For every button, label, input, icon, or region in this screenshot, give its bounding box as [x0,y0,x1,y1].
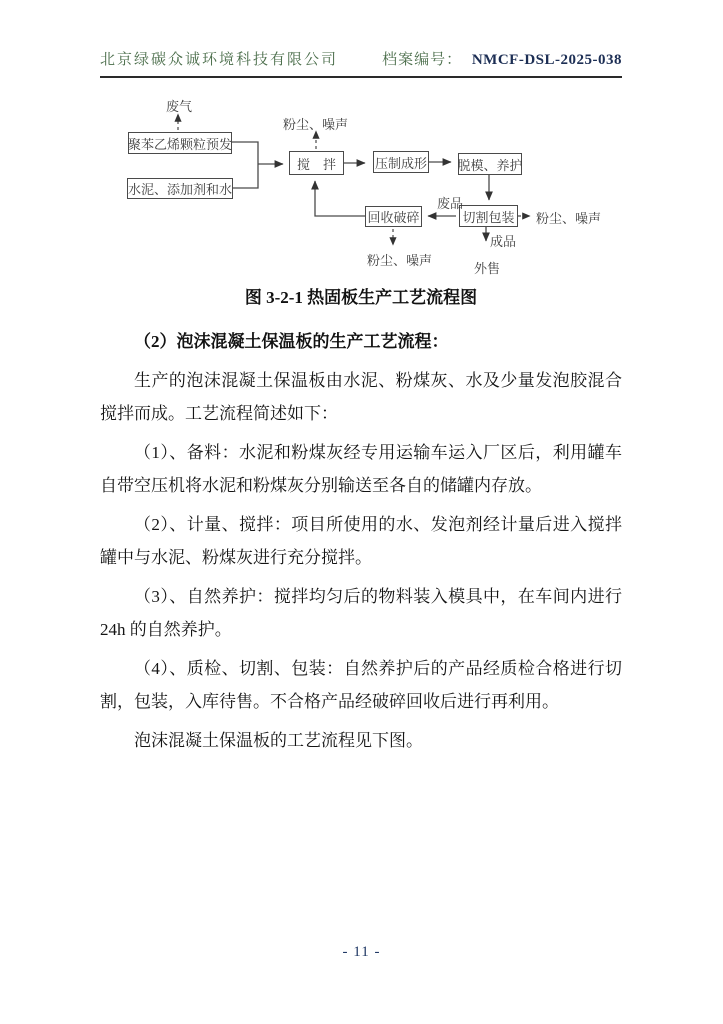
flow-box-cutting-packaging: 切割包装 [459,205,518,227]
label-waste-gas: 废气 [166,99,193,114]
archive-value: NMCF-DSL-2025-038 [471,52,622,68]
figure-caption: 图 3-2-1 热固板生产工艺流程图 [244,288,478,307]
page-number: - 11 - [342,944,381,960]
paragraph: （4）、质检、切割、包装：自然养护后的产品经质检合格进行切割，包装，入库待售。不合格产品经破碎回收后进行再利用。 [100,659,622,711]
flow-box-polystyrene-preexpansion: 聚苯乙烯颗粒预发 [128,132,232,154]
paragraph: 生产的泡沫混凝土保温板由水泥、粉煤灰、水及少量发泡胶混合搅拌而成。工艺流程简述如下： [100,371,622,423]
document-body [100,283,622,763]
process-flowchart [100,88,622,280]
label-scrap: 废品 [437,196,464,211]
label-finished-product: 成品 [490,234,517,249]
label-dust-noise-cutting: 粉尘、噪声 [536,211,602,226]
flow-box-cement-additives-water: 水泥、添加剂和水 [127,178,233,199]
flow-box-recycle-crushing: 回收破碎 [365,206,422,227]
paragraph: 泡沫混凝土保温板的工艺流程见下图。 [134,731,423,750]
archive-number-field [382,48,622,69]
paragraph: （3）、自然养护：搅拌均匀后的物料装入模具中，在车间内进行 24h 的自然养护。 [100,587,622,639]
section-heading: （2）泡沫混凝土保温板的生产工艺流程： [134,332,449,351]
page-header [100,48,622,78]
archive-label: 档案编号： [382,52,463,68]
company-name: 北京绿碳众诚环境科技有限公司 [100,52,339,68]
paragraph: （2）、计量、搅拌：项目所使用的水、发泡剂经计量后进入搅拌罐中与水泥、粉煤灰进行充分搅拌。 [100,515,622,567]
label-external-sale: 外售 [474,261,501,276]
flow-box-mixing: 搅 拌 [289,151,344,175]
label-dust-noise-mixing: 粉尘、噪声 [283,117,349,132]
paragraph: （1）、备料：水泥和粉煤灰经专用运输车运入厂区后，利用罐车自带空压机将水泥和粉煤灰分别输送至各自的储罐内存放。 [100,443,622,495]
flow-box-press-forming: 压制成形 [373,151,429,173]
label-dust-noise-recycle: 粉尘、噪声 [367,253,433,268]
page-footer [0,944,723,961]
flow-box-demold-curing: 脱模、养护 [458,153,522,175]
